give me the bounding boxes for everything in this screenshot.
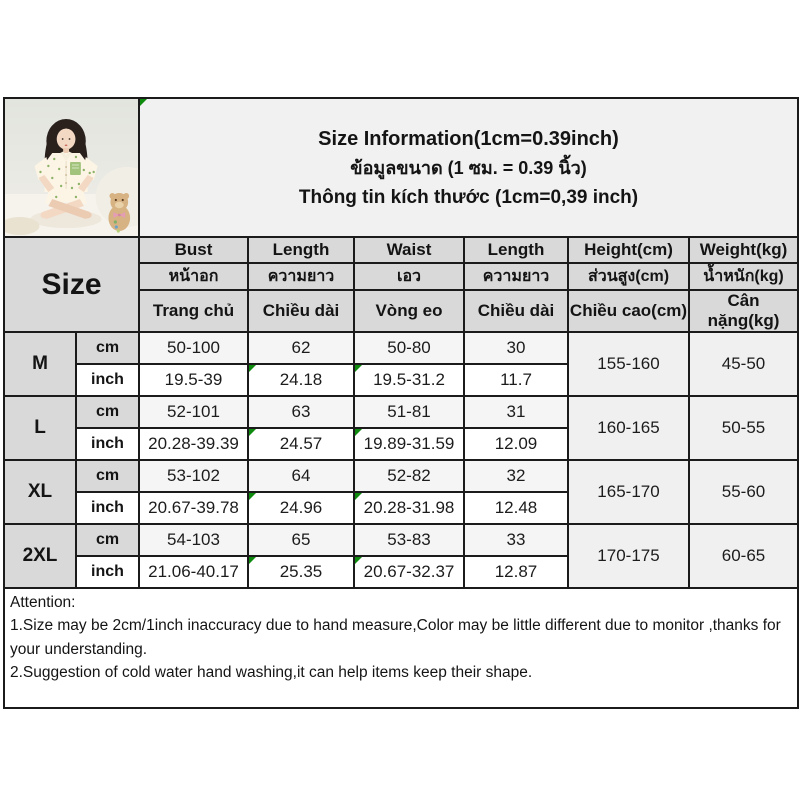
unit-cell-inch: inch [76,428,139,460]
data-value: 20.28-31.98 [363,498,455,517]
header-length-vi: Chiều dài [248,290,354,332]
data-value: 20.67-32.37 [363,562,455,581]
unit-cell-inch: inch [76,364,139,396]
plush-toy-illustration [108,193,130,233]
unit-cell-cm: cm [76,460,139,492]
header-height-th: ส่วนสูง(cm) [568,263,689,290]
header-waist-th: เอว [354,263,464,290]
data-cell: 63 [248,396,354,428]
excel-flag-icon [249,493,256,500]
data-cell [354,364,464,396]
size-label-2xl: 2XL [4,524,76,588]
excel-flag-icon [355,557,362,564]
table-row-2xl-cm [4,524,798,556]
height-cell-m: 155-160 [568,332,689,396]
excel-flag-icon [140,99,147,106]
height-cell-2xl: 170-175 [568,524,689,588]
data-cell: 11.7 [464,364,568,396]
data-cell: 32 [464,460,568,492]
excel-flag-icon [249,365,256,372]
data-cell [248,556,354,588]
title-english: Size Information(1cm=0.39inch) [318,127,619,150]
size-chart-sheet [3,97,797,709]
unit-cell-cm: cm [76,332,139,364]
header-bust-th: หน้าอก [139,263,248,290]
product-photo [4,98,139,237]
table-row-l-cm [4,396,798,428]
data-cell: 53-102 [139,460,248,492]
attention-notes [4,588,798,708]
data-cell [354,556,464,588]
data-value: 24.57 [279,434,323,453]
data-cell [354,428,464,460]
weight-cell-m: 45-50 [689,332,798,396]
data-cell: 64 [248,460,354,492]
data-cell: 33 [464,524,568,556]
attention-heading: Attention: [10,594,76,611]
size-information-title-cell [139,98,798,237]
header-waist-vi: Vòng eo [354,290,464,332]
data-cell: 50-100 [139,332,248,364]
title-vietnamese: Thông tin kích thước (1cm=0,39 inch) [298,186,639,208]
title-thai: ข้อมูลขนาด (1 ซม. = 0.39 นิ้ว) [350,157,587,178]
unit-cell-inch: inch [76,492,139,524]
data-cell: 20.28-39.39 [139,428,248,460]
header-bust-vi: Trang chủ [139,290,248,332]
data-value: 19.5-31.2 [373,370,445,389]
data-value: 24.18 [279,370,323,389]
data-cell [248,492,354,524]
data-cell: 52-82 [354,460,464,492]
data-cell [248,364,354,396]
data-cell: 31 [464,396,568,428]
excel-flag-icon [249,557,256,564]
data-cell: 54-103 [139,524,248,556]
attention-note-2: 2.Suggestion of cold water hand washing,it can help items keep their shape. [10,663,533,681]
height-cell-xl: 165-170 [568,460,689,524]
unit-cell-inch: inch [76,556,139,588]
data-cell: 19.5-39 [139,364,248,396]
header-length2-th: ความยาว [464,263,568,290]
data-value: 19.89-31.59 [363,434,455,453]
header-length: Length [248,237,354,263]
header-bust: Bust [139,237,248,263]
size-label-xl: XL [4,460,76,524]
data-cell: 21.06-40.17 [139,556,248,588]
data-cell [354,492,464,524]
size-table [3,97,799,709]
header-weight: Weight(kg) [689,237,798,263]
header-height: Height(cm) [568,237,689,263]
weight-cell-2xl: 60-65 [689,524,798,588]
attention-note-1: 1.Size may be 2cm/1inch inaccuracy due to hand measure,Color may be little different due to monitor ,thanks for your understanding. [10,617,781,658]
size-header-cell: Size [4,237,139,332]
header-row-english [4,237,798,263]
header-length2-vi: Chiều dài [464,290,568,332]
data-cell: 12.48 [464,492,568,524]
data-cell: 52-101 [139,396,248,428]
unit-cell-cm: cm [76,524,139,556]
height-cell-l: 160-165 [568,396,689,460]
data-cell: 12.87 [464,556,568,588]
weight-cell-l: 50-55 [689,396,798,460]
weight-cell-xl: 55-60 [689,460,798,524]
data-value: 25.35 [279,562,323,581]
data-cell: 30 [464,332,568,364]
data-cell: 65 [248,524,354,556]
header-weight-vi: Cân nặng(kg) [689,290,798,332]
size-label-l: L [4,396,76,460]
table-row-m-cm [4,332,798,364]
excel-flag-icon [249,429,256,436]
excel-flag-icon [355,493,362,500]
data-cell: 50-80 [354,332,464,364]
data-cell: 51-81 [354,396,464,428]
excel-flag-icon [355,429,362,436]
header-height-vi: Chiều cao(cm) [568,290,689,332]
header-waist: Waist [354,237,464,263]
data-cell [248,428,354,460]
data-cell: 20.67-39.78 [139,492,248,524]
unit-cell-cm: cm [76,396,139,428]
attention-row [4,588,798,708]
excel-flag-icon [355,365,362,372]
data-cell: 53-83 [354,524,464,556]
data-cell: 12.09 [464,428,568,460]
data-cell: 62 [248,332,354,364]
header-length2: Length [464,237,568,263]
table-row-xl-cm [4,460,798,492]
header-length-th: ความยาว [248,263,354,290]
header-weight-th: น้ำหนัก(kg) [689,263,798,290]
size-label-m: M [4,332,76,396]
title-row [4,98,798,237]
data-value: 24.96 [279,498,323,517]
model-illustration [5,99,138,236]
